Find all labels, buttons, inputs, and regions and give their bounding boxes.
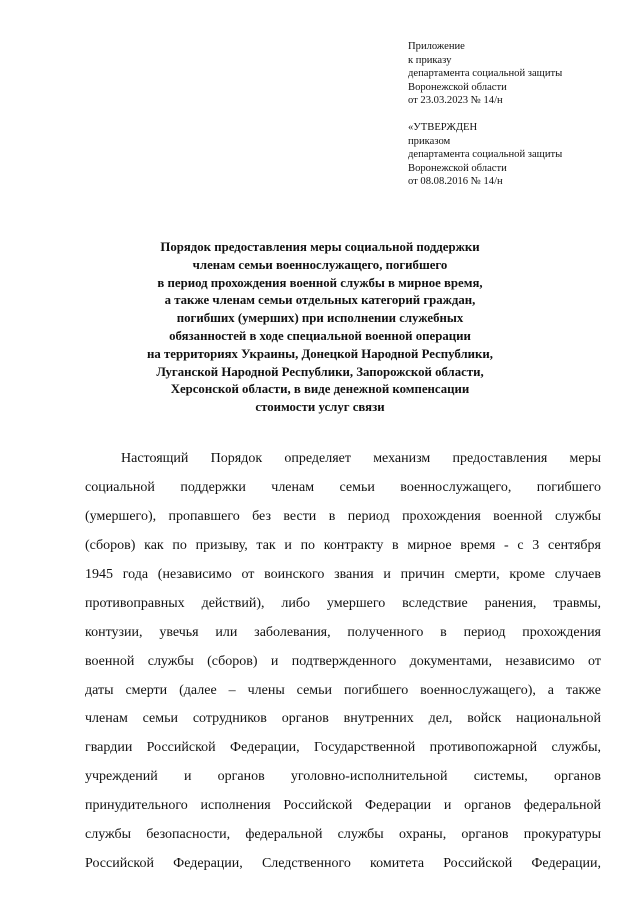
body-line: гвардии Российской Федерации, Государственной противопожарной службы, (85, 740, 601, 756)
attachment-line: Воронежской области (408, 81, 507, 93)
title-line: стоимости услуг связи (255, 400, 385, 415)
body-paragraph (85, 449, 601, 883)
body-line: 1945 года (независимо от воинского звания и причин смерти, кроме случаев (85, 566, 601, 582)
body-line: военной службы (сборов) и подтвержденного документами, независимо от (85, 653, 601, 669)
body-line: Настоящий Порядок определяет механизм предоставления меры (121, 451, 601, 466)
title-line: погибших (умерших) при исполнении служебных (176, 311, 464, 326)
body-line: службы безопасности, федеральной службы охраны, органов прокуратуры (85, 827, 601, 843)
title-line: а также членам семьи отдельных категорий граждан, (164, 293, 476, 308)
title-line: Херсонской области, в виде денежной компенсации (170, 382, 470, 397)
title-line: Луганской Народной Республики, Запорожской области, (156, 364, 484, 379)
title-line: в период прохождения военной службы в мирное время, (157, 275, 483, 290)
approval-line: Воронежской области (408, 162, 507, 174)
attachment-line: департамента социальной защиты (408, 68, 563, 80)
title-line: обязанностей в ходе специальной военной операции (169, 328, 471, 343)
body-line: членам семьи сотрудников органов внутренних дел, войск национальной (85, 711, 601, 727)
title-line: на территориях Украины, Донецкой Народной Республики, (147, 346, 493, 361)
attachment-line: от 23.03.2023 № 14/н (408, 95, 503, 107)
body-line: Российской Федерации, Следственного комитета Российской Федерации, (85, 856, 601, 872)
document-title (90, 239, 550, 417)
approval-stamp (408, 121, 633, 189)
body-line: (умершего), пропавшего без вести в период прохождения военной службы (85, 508, 601, 524)
body-line: принудительного исполнения Российской Федерации и органов федеральной (85, 798, 601, 814)
title-line: Порядок предоставления меры социальной поддержки (160, 240, 480, 254)
body-line: контузии, увечья или заболевания, полученного в период прохождения (85, 624, 601, 640)
attachment-note (408, 40, 633, 108)
body-line: противоправных действий), либо умершего вследствие ранения, травмы, (85, 595, 601, 611)
approval-line: от 08.08.2016 № 14/н (408, 176, 503, 188)
body-line: учреждений и органов уголовно-исполнительной системы, органов (85, 769, 601, 785)
attachment-line: Приложение (408, 41, 465, 52)
approval-line: департамента социальной защиты (408, 149, 563, 161)
body-line: даты смерти (далее – члены семьи погибшего военнослужащего), а также (85, 682, 601, 698)
attachment-line: к приказу (408, 54, 452, 66)
body-line: (сборов) как по призыву, так и по контракту в мирное время - с 3 сентября (85, 537, 601, 553)
approval-line: приказом (408, 135, 451, 147)
body-line: социальной поддержки членам семьи военнослужащего, погибшего (85, 479, 601, 495)
title-line: членам семьи военнослужащего, погибшего (192, 257, 448, 272)
approval-line: «УТВЕРЖДЕН (408, 122, 478, 133)
